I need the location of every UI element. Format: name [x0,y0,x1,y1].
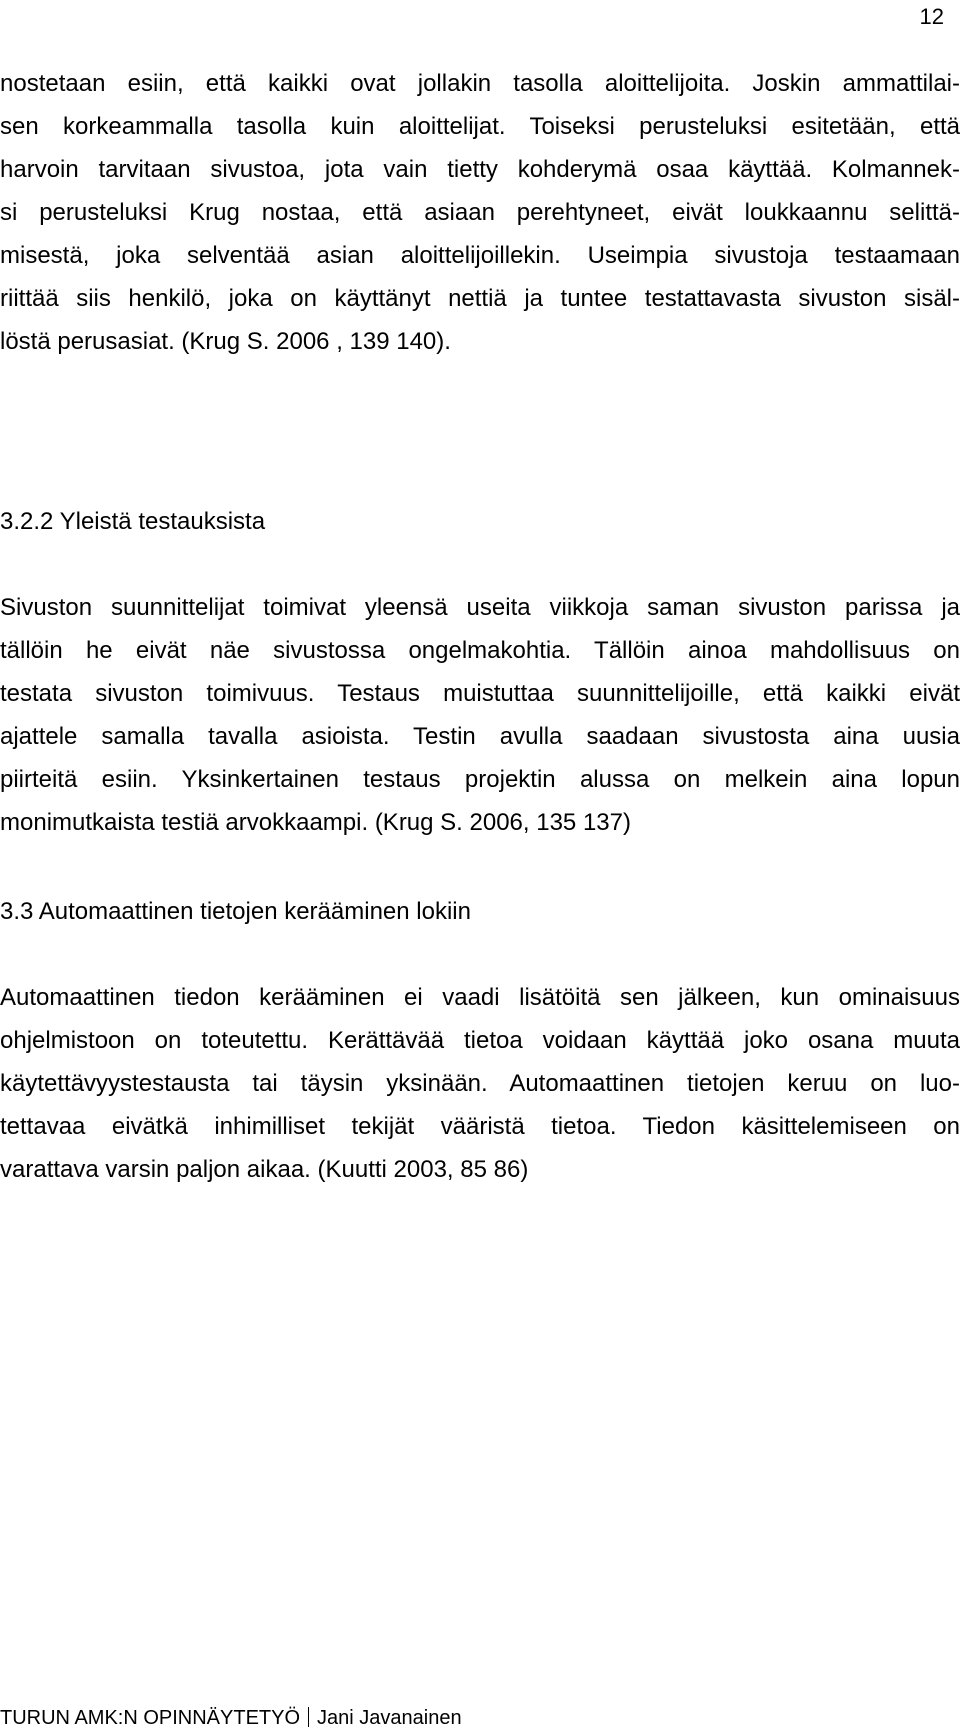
text-line: varattava varsin paljon aikaa. (Kuutti 2003, 85 86) [0,1156,529,1183]
text-line: nostetaan esiin, että kaikki ovat jollakin tasolla aloittelijoita. Joskin ammattilai- [0,70,960,97]
text-line: ohjelmistoon on toteutettu. Kerättävää tietoa voidaan käyttää joko osana muuta [0,1027,960,1054]
text-line: ajattele samalla tavalla asioista. Testin avulla saadaan sivustosta aina uusia [0,723,960,750]
footer-author: Jani Javanainen [317,1707,462,1729]
page-number: 12 [919,4,944,29]
text-line: riittää siis henkilö, joka on käyttänyt nettiä ja tuntee testattavasta sivuston sisäl- [0,285,960,312]
text-line: sen korkeammalla tasolla kuin aloittelijat. Toiseksi perusteluksi esitetään, että [0,113,960,140]
text-line: si perusteluksi Krug nostaa, että asiaan perehtyneet, eivät loukkaannu selittä- [0,199,960,226]
text-line: tällöin he eivät näe sivustossa ongelmakohtia. Tällöin ainoa mahdollisuus on [0,637,960,664]
text-line: Sivuston suunnittelijat toimivat yleensä useita viikkoja saman sivuston parissa ja [0,594,960,621]
text-line: harvoin tarvitaan sivustoa, jota vain tietty kohderymä osaa käyttää. Kolmannek- [0,156,960,183]
text-line: Automaattinen tiedon kerääminen ei vaadi lisätöitä sen jälkeen, kun ominaisuus [0,984,960,1011]
section-heading-3-3: 3.3 Automaattinen tietojen kerääminen lokiin [0,898,471,925]
page-footer [0,1706,462,1730]
footer-separator [308,1707,309,1727]
section-heading-3-2-2: 3.2.2 Yleistä testauksista [0,508,266,535]
footer-school: TURUN AMK:N OPINNÄYTETYÖ [0,1707,301,1729]
text-line: käytettävyystestausta tai täysin yksinään. Automaattinen tietojen keruu on luo- [0,1070,960,1097]
text-line: piirteitä esiin. Yksinkertainen testaus projektin alussa on melkein aina lopun [0,766,960,793]
text-line: monimutkaista testiä arvokkaampi. (Krug S. 2006, 135 137) [0,809,631,836]
text-line: misestä, joka selventää asian aloittelijoillekin. Useimpia sivustoja testaamaan [0,242,960,269]
text-line: tettavaa eivätkä inhimilliset tekijät vääristä tietoa. Tiedon käsittelemiseen on [0,1113,960,1140]
text-line: löstä perusasiat. (Krug S. 2006 , 139 140). [0,328,451,355]
text-line: testata sivuston toimivuus. Testaus muistuttaa suunnittelijoille, että kaikki eivät [0,680,960,707]
